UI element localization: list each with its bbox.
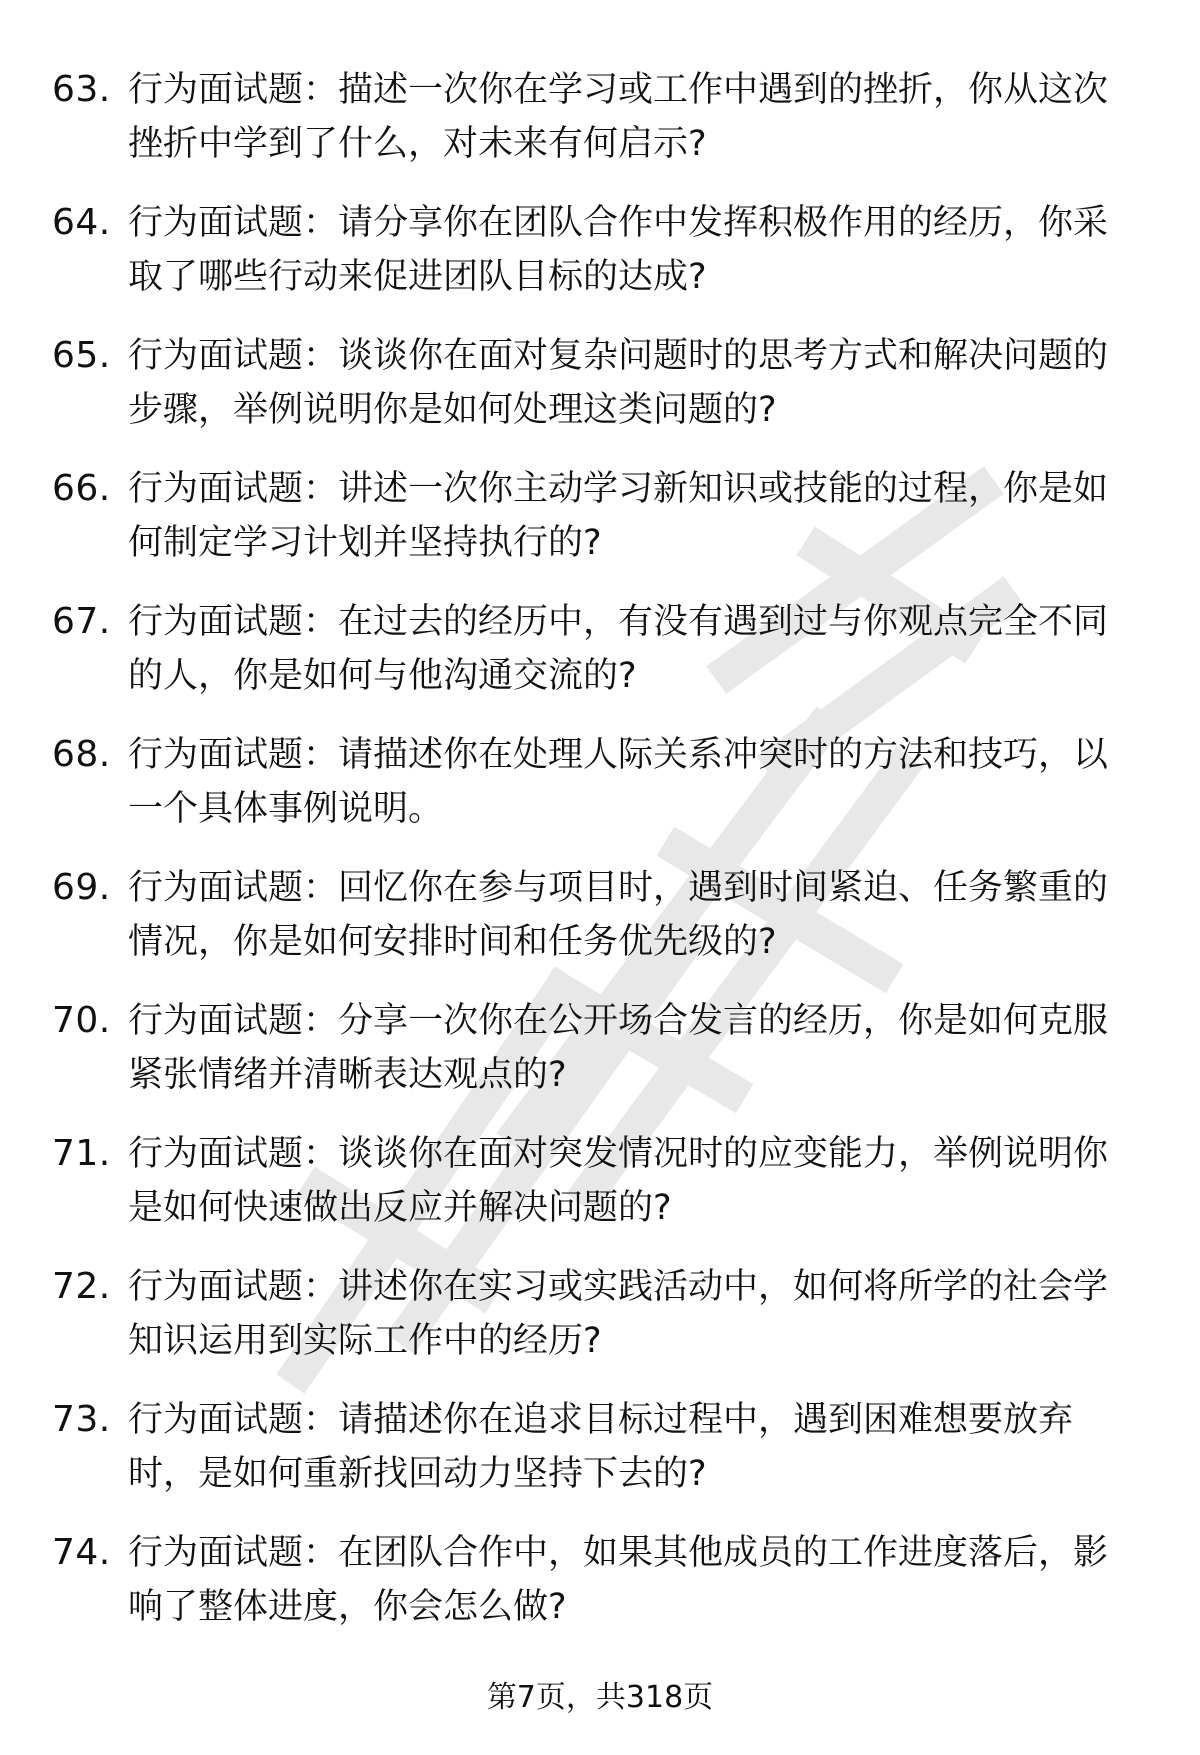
question-text	[128, 994, 1128, 1102]
question-text	[128, 1526, 1128, 1634]
question-number: 71.	[52, 1133, 111, 1174]
question-item	[0, 1515, 1200, 1648]
question-text-line: 行为面试题：分享一次你在公开场合发言的经历，你是如何克服	[128, 1001, 1109, 1041]
question-text-line: 行为面试题：谈谈你在面对复杂问题时的思考方式和解决问题的	[128, 336, 1109, 376]
question-item	[0, 451, 1200, 584]
question-text	[128, 595, 1128, 703]
question-text-line: 情况，你是如何安排时间和任务优先级的?	[128, 922, 777, 962]
question-item	[0, 983, 1200, 1116]
question-number: 67.	[52, 601, 111, 642]
question-item	[0, 318, 1200, 451]
question-text-line: 的人，你是如何与他沟通交流的?	[128, 656, 637, 696]
question-text-line: 响了整体进度，你会怎么做?	[128, 1587, 567, 1627]
question-text	[128, 1260, 1128, 1368]
question-text-line: 是如何快速做出反应并解决问题的?	[128, 1188, 672, 1228]
question-number: 74.	[52, 1532, 111, 1573]
question-item	[0, 1382, 1200, 1515]
question-text-line: 紧张情绪并清晰表达观点的?	[128, 1055, 567, 1095]
question-text	[128, 196, 1128, 304]
question-text-line: 步骤，举例说明你是如何处理这类问题的?	[128, 390, 777, 430]
question-number: 63.	[52, 69, 111, 110]
question-text-line: 取了哪些行动来促进团队目标的达成?	[128, 257, 707, 297]
question-number: 65.	[52, 335, 111, 376]
question-item	[0, 717, 1200, 850]
question-number: 72.	[52, 1266, 111, 1307]
question-number: 70.	[52, 1000, 111, 1041]
question-text-line: 行为面试题：讲述一次你主动学习新知识或技能的过程，你是如	[128, 469, 1109, 509]
question-text-line: 行为面试题：回忆你在参与项目时，遇到时间紧迫、任务繁重的	[128, 868, 1109, 908]
question-number: 66.	[52, 468, 111, 509]
question-text	[128, 728, 1128, 836]
question-text	[128, 329, 1128, 437]
question-text-line: 行为面试题：请分享你在团队合作中发挥积极作用的经历，你采	[128, 203, 1109, 243]
question-text	[128, 63, 1128, 171]
question-text-line: 行为面试题：在团队合作中，如果其他成员的工作进度落后，影	[128, 1533, 1109, 1573]
question-number: 64.	[52, 202, 111, 243]
question-text-line: 行为面试题：描述一次你在学习或工作中遇到的挫折，你从这次	[128, 70, 1109, 110]
question-item	[0, 1249, 1200, 1382]
question-text	[128, 462, 1128, 570]
question-item	[0, 1116, 1200, 1249]
question-text	[128, 1393, 1128, 1501]
page-footer: 第7页，共318页	[486, 1680, 714, 1715]
question-list	[0, 52, 1200, 1648]
question-text-line: 行为面试题：讲述你在实习或实践活动中，如何将所学的社会学	[128, 1267, 1109, 1307]
question-number: 69.	[52, 867, 111, 908]
question-text-line: 一个具体事例说明。	[128, 789, 444, 829]
question-text-line: 行为面试题：请描述你在处理人际关系冲突时的方法和技巧，以	[128, 735, 1109, 775]
question-text-line: 时，是如何重新找回动力坚持下去的?	[128, 1454, 707, 1494]
question-text	[128, 1127, 1128, 1235]
question-text-line: 知识运用到实际工作中的经历?	[128, 1321, 602, 1361]
question-text-line: 行为面试题：请描述你在追求目标过程中，遇到困难想要放弃	[128, 1400, 1074, 1440]
question-text-line: 行为面试题：在过去的经历中，有没有遇到过与你观点完全不同	[128, 602, 1109, 642]
question-item	[0, 185, 1200, 318]
question-number: 73.	[52, 1399, 111, 1440]
question-number: 68.	[52, 734, 111, 775]
question-item	[0, 584, 1200, 717]
question-text-line: 行为面试题：谈谈你在面对突发情况时的应变能力，举例说明你	[128, 1134, 1109, 1174]
question-text-line: 何制定学习计划并坚持执行的?	[128, 523, 602, 563]
question-item	[0, 52, 1200, 185]
question-item	[0, 850, 1200, 983]
question-text-line: 挫折中学到了什么，对未来有何启示?	[128, 124, 707, 164]
question-text	[128, 861, 1128, 969]
